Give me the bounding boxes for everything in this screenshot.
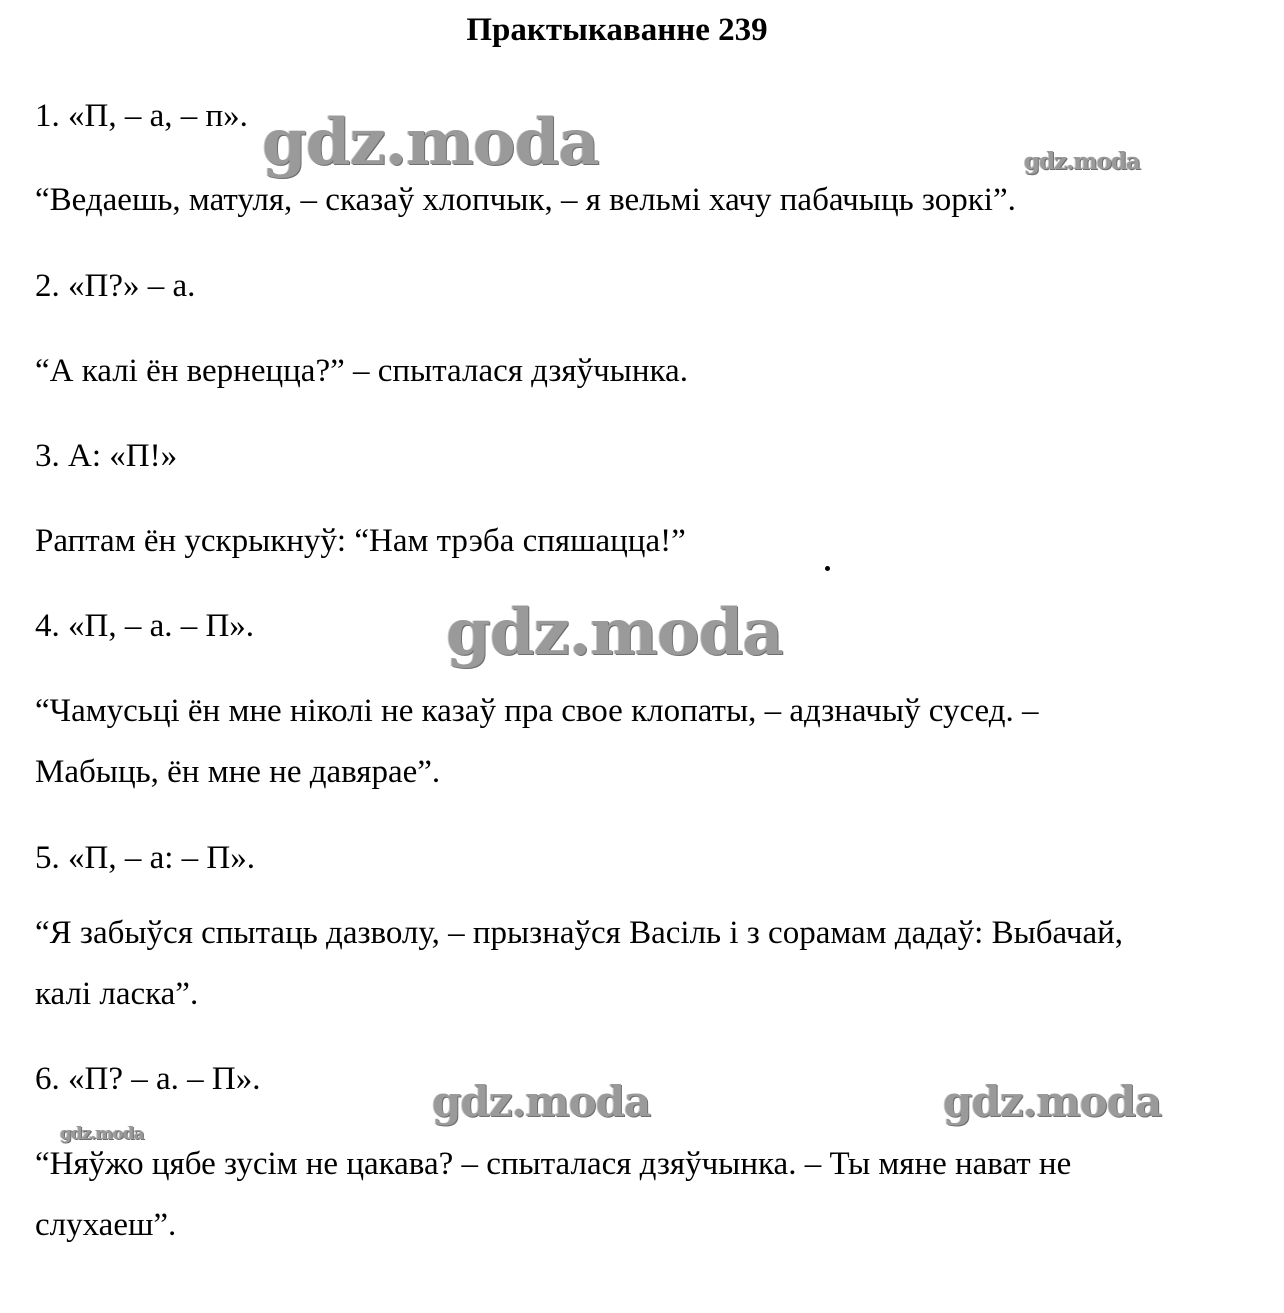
stray-dot [825, 566, 830, 571]
scheme-2: 2. «П?» – а. [35, 268, 196, 304]
example-4-line-2: Мабыць, ён мне не давярае”. [35, 754, 441, 790]
scheme-3: 3. А: «П!» [35, 438, 178, 474]
example-6-line-1: “Няўжо цябе зусім не цакава? – спыталася дзяўчынка. – Ты мяне нават не [35, 1146, 1072, 1182]
page-title: Практыкаванне 239 [466, 12, 768, 48]
watermark-logo: gdz.moda [446, 595, 783, 670]
example-6-line-2: слухаеш”. [35, 1207, 177, 1243]
watermark-logo: gdz.moda [432, 1077, 651, 1126]
watermark-logo: gdz.moda [262, 105, 599, 180]
example-5-line-2: калі ласка”. [35, 976, 199, 1012]
scheme-6: 6. «П? – а. – П». [35, 1061, 261, 1097]
scheme-1: 1. «П, – а, – п». [35, 98, 248, 134]
watermark-logo: gdz.moda [1024, 148, 1140, 175]
example-4-line-1: “Чамусьці ён мне ніколі не казаў пра свое клопаты, – адзначыў сусед. – [35, 693, 1039, 729]
example-5-line-1: “Я забыўся спытаць дазволу, – прызнаўся Васіль і з сорамам дадаў: Выбачай, [35, 915, 1124, 951]
scheme-5: 5. «П, – а: – П». [35, 840, 255, 876]
watermark-logo: gdz.moda [60, 1124, 144, 1144]
example-1-line-1: “Ведаешь, матуля, – сказаў хлопчык, – я вельмі хачу пабачыць зоркі”. [35, 182, 1016, 218]
example-2-line-1: “А калі ён вернецца?” – спыталася дзяўчынка. [35, 353, 688, 389]
example-3-line-1: Раптам ён ускрыкнуў: “Нам трэба спяшацца!” [35, 523, 686, 559]
watermark-logo: gdz.moda [943, 1077, 1162, 1126]
scheme-4: 4. «П, – а. – П». [35, 608, 255, 644]
